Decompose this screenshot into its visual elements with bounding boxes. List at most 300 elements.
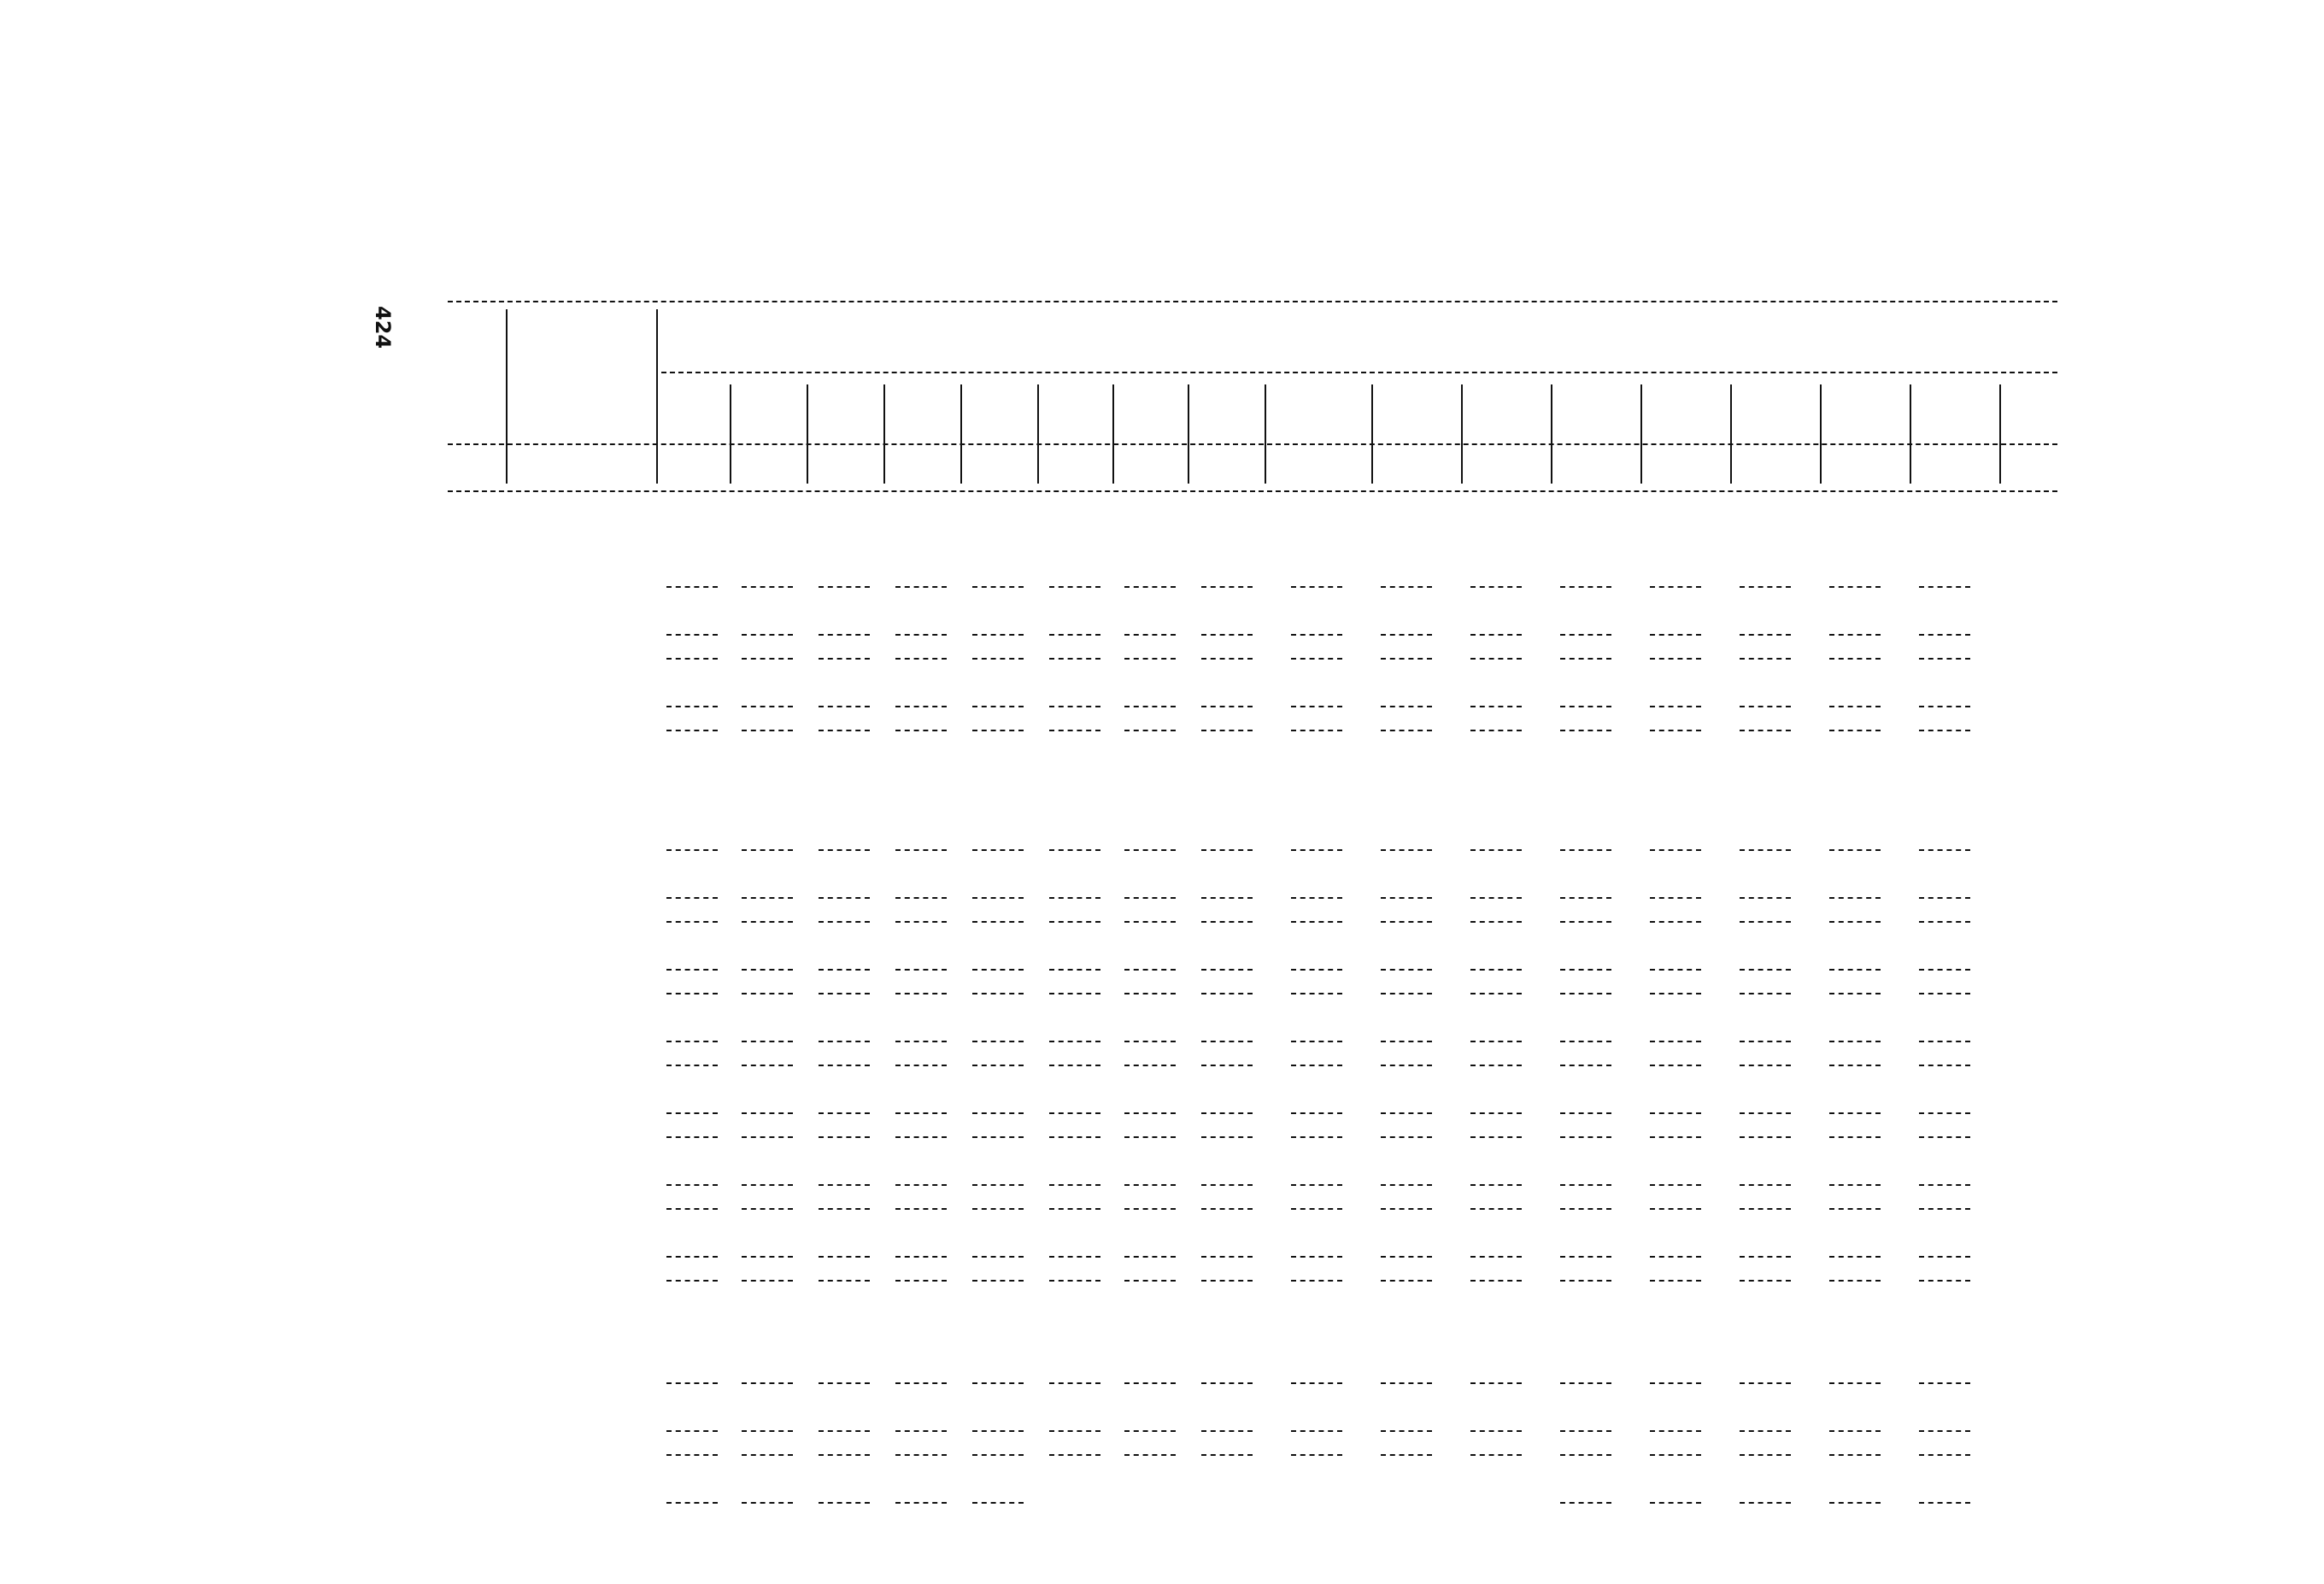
value-separator [1829,706,1881,707]
value-separator [742,849,793,851]
value-separator [1829,993,1881,994]
value-separator [895,1112,947,1114]
value-separator [972,1454,1024,1456]
value-separator [666,706,718,707]
value-separator [742,586,793,588]
value-separator [1124,993,1176,994]
value-separator [895,993,947,994]
value-separator [1919,897,1970,899]
value-separator [1650,921,1701,923]
value-separator [972,1136,1024,1138]
header-vbar-region [1265,384,1266,484]
value-separator [1740,1065,1791,1066]
value-separator [1919,706,1970,707]
value-separator [1650,1184,1701,1186]
value-separator [1650,634,1701,636]
value-separator [1201,586,1253,588]
header-vbar-region [1551,384,1552,484]
header-vbar-region [1640,384,1642,484]
value-separator [1124,634,1176,636]
value-separator [742,1041,793,1042]
value-separator [1560,1430,1611,1432]
value-separator [1201,1280,1253,1282]
value-separator [1291,1184,1342,1186]
value-separator [666,658,718,660]
value-separator [1124,1208,1176,1210]
header-vbar-region [960,384,962,484]
value-separator [1049,586,1100,588]
value-separator [1919,658,1970,660]
value-separator [1124,897,1176,899]
value-separator [1919,1041,1970,1042]
value-separator [1291,634,1342,636]
value-separator [1201,1454,1253,1456]
value-separator [819,706,870,707]
value-separator [819,1136,870,1138]
value-separator [1124,706,1176,707]
value-separator [819,730,870,731]
value-separator [1201,1112,1253,1114]
value-separator [742,1382,793,1384]
value-separator [895,1208,947,1210]
value-separator [1740,706,1791,707]
value-separator [1470,897,1522,899]
header-vbar-region [1910,384,1911,484]
value-separator [1919,586,1970,588]
value-separator [742,1184,793,1186]
value-separator [819,1454,870,1456]
value-separator [1650,1280,1701,1282]
value-separator [1291,849,1342,851]
value-separator [742,1065,793,1066]
value-separator [1470,1041,1522,1042]
value-separator [1740,849,1791,851]
value-separator [1291,1041,1342,1042]
value-separator [1381,1065,1432,1066]
value-separator [1201,658,1253,660]
value-separator [1470,730,1522,731]
value-separator [1740,993,1791,994]
value-separator [1919,1454,1970,1456]
value-separator [1124,730,1176,731]
value-separator [972,730,1024,731]
value-separator [1201,1256,1253,1258]
value-separator [1049,1430,1100,1432]
value-separator [1829,1136,1881,1138]
value-separator [666,1454,718,1456]
value-separator [819,1256,870,1258]
header-vbar-region [730,384,731,484]
value-separator [1201,993,1253,994]
value-separator [1740,921,1791,923]
value-separator [1049,1065,1100,1066]
header-vbar-region [1820,384,1822,484]
value-separator [1291,658,1342,660]
value-separator [1560,1041,1611,1042]
value-separator [1124,1041,1176,1042]
value-separator [1201,634,1253,636]
value-separator [1829,921,1881,923]
header-vbar-region [1188,384,1189,484]
value-separator [972,586,1024,588]
value-separator [1201,1184,1253,1186]
value-separator [819,658,870,660]
value-separator [1381,1382,1432,1384]
value-separator [972,658,1024,660]
value-separator [1560,1280,1611,1282]
value-separator [972,849,1024,851]
value-separator [1049,730,1100,731]
value-separator [819,897,870,899]
value-separator [895,921,947,923]
value-separator [1049,921,1100,923]
value-separator [972,1112,1024,1114]
value-separator [1829,969,1881,971]
header-vbar-region [1999,384,2001,484]
value-separator [1201,1208,1253,1210]
value-separator [972,1430,1024,1432]
value-separator [819,634,870,636]
value-separator [666,1502,718,1504]
value-separator [1201,921,1253,923]
value-separator [1381,1454,1432,1456]
value-separator [1381,1184,1432,1186]
value-separator [666,849,718,851]
value-separator [895,634,947,636]
value-separator [1829,1112,1881,1114]
value-separator [666,1382,718,1384]
value-separator [1381,1208,1432,1210]
value-separator [1560,1502,1611,1504]
value-separator [1560,658,1611,660]
value-separator [1650,1454,1701,1456]
value-separator [1381,993,1432,994]
value-separator [1650,1382,1701,1384]
value-separator [1650,969,1701,971]
value-separator [895,897,947,899]
value-separator [1829,897,1881,899]
value-separator [1560,634,1611,636]
header-group-rule [661,372,2057,373]
value-separator [819,1280,870,1282]
value-separator [1919,1280,1970,1282]
value-separator [1650,1136,1701,1138]
value-separator [1740,1136,1791,1138]
value-separator [1049,1454,1100,1456]
value-separator [1650,1256,1701,1258]
value-separator [1124,658,1176,660]
value-separator [972,1208,1024,1210]
header-vbar-region [1730,384,1732,484]
value-separator [1919,1382,1970,1384]
value-separator [1650,1430,1701,1432]
value-separator [1919,969,1970,971]
value-separator [742,1112,793,1114]
value-separator [1650,586,1701,588]
value-separator [1919,1256,1970,1258]
header-vbar-region [807,384,808,484]
value-separator [972,706,1024,707]
value-separator [1650,993,1701,994]
value-separator [1919,993,1970,994]
value-separator [666,1280,718,1282]
value-separator [1740,1382,1791,1384]
value-separator [1381,1136,1432,1138]
value-separator [1201,1041,1253,1042]
value-separator [1291,1256,1342,1258]
value-separator [1049,634,1100,636]
value-separator [972,921,1024,923]
value-separator [1919,634,1970,636]
value-separator [1201,706,1253,707]
value-separator [1291,897,1342,899]
value-separator [895,1256,947,1258]
header-vbar-region [1461,384,1463,484]
value-separator [1049,969,1100,971]
value-separator [1829,586,1881,588]
value-separator [1919,1502,1970,1504]
value-separator [1829,1382,1881,1384]
value-separator [895,1502,947,1504]
value-separator [666,1430,718,1432]
value-separator [1560,706,1611,707]
value-separator [895,1382,947,1384]
value-separator [666,1112,718,1114]
value-separator [1381,1112,1432,1114]
value-separator [895,586,947,588]
value-separator [1560,1382,1611,1384]
value-separator [1919,921,1970,923]
value-separator [1829,1502,1881,1504]
value-separator [972,993,1024,994]
value-separator [1201,1136,1253,1138]
value-separator [819,1430,870,1432]
value-separator [1560,1184,1611,1186]
header-sub-rule [448,443,2057,445]
value-separator [742,969,793,971]
value-separator [1291,1382,1342,1384]
value-separator [1124,849,1176,851]
value-separator [1919,849,1970,851]
value-separator [1124,921,1176,923]
header-bottom-rule [448,490,2057,492]
value-separator [895,1065,947,1066]
value-separator [1381,1041,1432,1042]
value-separator [1740,730,1791,731]
value-separator [1049,1041,1100,1042]
value-separator [742,897,793,899]
value-separator [895,969,947,971]
value-separator [1560,586,1611,588]
value-separator [1919,1065,1970,1066]
value-separator [1291,1280,1342,1282]
value-separator [1829,849,1881,851]
value-separator [1470,1112,1522,1114]
value-separator [1560,897,1611,899]
value-separator [1381,921,1432,923]
value-separator [1124,1430,1176,1432]
value-separator [742,1136,793,1138]
header-vbar-region [1112,384,1114,484]
value-separator [1919,1136,1970,1138]
value-separator [1470,1208,1522,1210]
value-separator [819,1502,870,1504]
header-vbar-region [1371,384,1373,484]
value-separator [1560,1454,1611,1456]
value-separator [1740,1041,1791,1042]
value-separator [972,1382,1024,1384]
value-separator [1470,921,1522,923]
value-separator [1201,897,1253,899]
value-separator [1201,849,1253,851]
value-separator [1201,1430,1253,1432]
value-separator [819,1112,870,1114]
value-separator [1650,706,1701,707]
value-separator [1560,921,1611,923]
value-separator [1829,1184,1881,1186]
value-separator [666,969,718,971]
value-separator [1049,897,1100,899]
value-separator [1470,1256,1522,1258]
value-separator [1829,1430,1881,1432]
value-separator [1470,1136,1522,1138]
value-separator [1291,1454,1342,1456]
value-separator [1381,1430,1432,1432]
value-separator [1291,730,1342,731]
value-separator [1291,1136,1342,1138]
value-separator [742,1256,793,1258]
value-separator [1470,634,1522,636]
value-separator [1124,586,1176,588]
value-separator [1470,586,1522,588]
value-separator [1650,1065,1701,1066]
value-separator [1124,969,1176,971]
value-separator [1740,1280,1791,1282]
value-separator [1381,706,1432,707]
value-separator [742,634,793,636]
value-separator [742,993,793,994]
value-separator [666,993,718,994]
value-separator [972,897,1024,899]
value-separator [1470,1280,1522,1282]
value-separator [1470,1184,1522,1186]
value-separator [1049,993,1100,994]
value-separator [819,849,870,851]
value-separator [1740,658,1791,660]
value-separator [666,1256,718,1258]
value-separator [666,586,718,588]
value-separator [895,658,947,660]
value-separator [895,706,947,707]
value-separator [1740,1208,1791,1210]
value-separator [895,1184,947,1186]
value-separator [819,1041,870,1042]
value-separator [972,1065,1024,1066]
value-separator [972,1184,1024,1186]
value-separator [1560,993,1611,994]
value-separator [1291,1208,1342,1210]
value-separator [1919,730,1970,731]
value-separator [1470,1065,1522,1066]
value-separator [1740,1430,1791,1432]
value-separator [1470,1430,1522,1432]
value-separator [972,1041,1024,1042]
value-separator [819,969,870,971]
value-separator [972,634,1024,636]
value-separator [742,1454,793,1456]
value-separator [1740,586,1791,588]
value-separator [1381,897,1432,899]
value-separator [666,1136,718,1138]
value-separator [1381,1256,1432,1258]
value-separator [1381,1280,1432,1282]
value-separator [1829,1454,1881,1456]
value-separator [1291,969,1342,971]
value-separator [1560,849,1611,851]
value-separator [1381,634,1432,636]
value-separator [1049,1184,1100,1186]
value-separator [666,1041,718,1042]
header-vbar-region [1037,384,1039,484]
value-separator [1201,969,1253,971]
value-separator [1650,1502,1701,1504]
value-separator [742,658,793,660]
value-separator [1829,658,1881,660]
value-separator [1049,1256,1100,1258]
value-separator [972,969,1024,971]
value-separator [1650,1112,1701,1114]
value-separator [1291,921,1342,923]
value-separator [1201,730,1253,731]
value-separator [1650,1208,1701,1210]
value-separator [1740,1502,1791,1504]
value-separator [1049,1208,1100,1210]
value-separator [972,1256,1024,1258]
value-separator [1291,1112,1342,1114]
value-separator [1560,1065,1611,1066]
value-separator [819,993,870,994]
header-vbar-region [883,384,885,484]
value-separator [819,1184,870,1186]
value-separator [895,1280,947,1282]
value-separator [819,1208,870,1210]
value-separator [1124,1454,1176,1456]
value-separator [1470,993,1522,994]
value-separator [742,730,793,731]
value-separator [1124,1382,1176,1384]
value-separator [1049,849,1100,851]
value-separator [1470,1382,1522,1384]
value-separator [1049,658,1100,660]
value-separator [666,921,718,923]
value-separator [1560,730,1611,731]
value-separator [666,1065,718,1066]
value-separator [666,634,718,636]
value-separator [1560,1112,1611,1114]
value-separator [1560,1256,1611,1258]
value-separator [895,1454,947,1456]
value-separator [1291,706,1342,707]
value-separator [1829,634,1881,636]
value-separator [1381,849,1432,851]
value-separator [1560,1136,1611,1138]
value-separator [1740,634,1791,636]
value-separator [1291,586,1342,588]
value-separator [1049,1112,1100,1114]
page-number: 424 [371,306,395,349]
value-separator [1470,1454,1522,1456]
value-separator [972,1280,1024,1282]
